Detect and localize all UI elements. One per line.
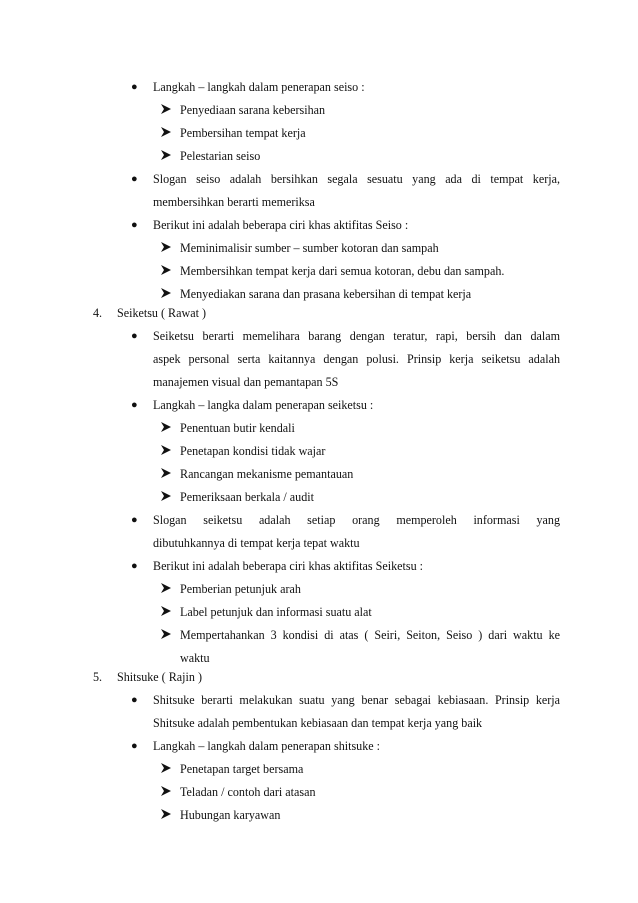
- shitsuke-step-2: Teladan / contoh dari atasan: [180, 785, 316, 799]
- seiketsu-trait-3-line-1: Mempertahankan 3 kondisi di atas ( Seiri, Seiton, Seiso ) dari waktu ke: [180, 628, 560, 642]
- arrow-bullet-icon: [160, 240, 172, 256]
- shitsuke-step-3: Hubungan karyawan: [180, 808, 281, 822]
- seiso-trait-3: Menyediakan sarana dan prasana kebersihan di tempat kerja: [180, 287, 472, 301]
- arrow-bullet-icon: [160, 420, 172, 436]
- seiketsu-traits-title: Berikut ini adalah beberapa ciri khas aktifitas Seiketsu :: [153, 559, 424, 573]
- arrow-bullet-icon: [160, 784, 172, 800]
- seiso-trait-2: Membersihkan tempat kerja dari semua kotoran, debu dan sampah.: [180, 264, 505, 278]
- seiso-trait-1: Meminimalisir sumber – sumber kotoran dan sampah: [180, 241, 439, 255]
- seiketsu-step-4: Pemeriksaan berkala / audit: [180, 490, 314, 504]
- shitsuke-steps-title: Langkah – langkah dalam penerapan shitsuke :: [153, 739, 381, 753]
- seiso-step-3: Pelestarian seiso: [180, 149, 261, 163]
- seiketsu-trait-1: Pemberian petunjuk arah: [180, 582, 301, 596]
- bullet-icon: ●: [131, 81, 138, 93]
- seiketsu-trait-2: Label petunjuk dan informasi suatu alat: [180, 605, 372, 619]
- bullet-icon: ●: [131, 219, 138, 231]
- seiketsu-step-1: Penentuan butir kendali: [180, 421, 295, 435]
- arrow-bullet-icon: [160, 102, 172, 118]
- arrow-bullet-icon: [160, 807, 172, 823]
- seiso-slogan-line-2: membersihkan berarti memeriksa: [153, 195, 315, 209]
- seiketsu-heading: Seiketsu ( Rawat ): [117, 306, 207, 320]
- shitsuke-heading: Shitsuke ( Rajin ): [117, 670, 202, 684]
- arrow-bullet-icon: [160, 125, 172, 141]
- seiso-traits-title: Berikut ini adalah beberapa ciri khas aktifitas Seiso :: [153, 218, 409, 232]
- seiketsu-trait-3-line-2: waktu: [180, 651, 210, 665]
- arrow-bullet-icon: [160, 627, 172, 643]
- arrow-bullet-icon: [160, 148, 172, 164]
- bullet-icon: ●: [131, 330, 138, 342]
- arrow-bullet-icon: [160, 761, 172, 777]
- bullet-icon: ●: [131, 399, 138, 411]
- seiketsu-definition-line-3: manajemen visual dan pemantapan 5S: [153, 375, 339, 389]
- shitsuke-number: 5.: [93, 670, 103, 684]
- arrow-bullet-icon: [160, 489, 172, 505]
- shitsuke-step-1: Penetapan target bersama: [180, 762, 304, 776]
- bullet-icon: ●: [131, 514, 138, 526]
- shitsuke-definition-line-1: Shitsuke berarti melakukan suatu yang benar sebagai kebiasaan. Prinsip kerja: [153, 693, 560, 707]
- arrow-bullet-icon: [160, 443, 172, 459]
- seiketsu-step-2: Penetapan kondisi tidak wajar: [180, 444, 326, 458]
- shitsuke-definition-line-2: Shitsuke adalah pembentukan kebiasaan dan tempat kerja yang baik: [153, 716, 483, 730]
- seiketsu-definition-line-2: aspek personal serta kaitannya dengan polusi. Prinsip kerja seiketsu adalah: [153, 352, 560, 366]
- arrow-bullet-icon: [160, 263, 172, 279]
- seiketsu-definition-line-1: Seiketsu berarti memelihara barang dengan teratur, rapi, bersih dan dalam: [153, 329, 560, 343]
- seiketsu-slogan-line-1: Slogan seiketsu adalah setiap orang memperoleh informasi yang: [153, 513, 560, 527]
- arrow-bullet-icon: [160, 466, 172, 482]
- bullet-icon: ●: [131, 173, 138, 185]
- bullet-icon: ●: [131, 560, 138, 572]
- seiketsu-slogan-line-2: dibutuhkannya di tempat kerja tepat waktu: [153, 536, 360, 550]
- bullet-icon: ●: [131, 694, 138, 706]
- seiso-step-1: Penyediaan sarana kebersihan: [180, 103, 326, 117]
- seiso-steps-title: Langkah – langkah dalam penerapan seiso :: [153, 80, 365, 94]
- seiso-slogan-line-1: Slogan seiso adalah bersihkan segala sesuatu yang ada di tempat kerja,: [153, 172, 560, 186]
- arrow-bullet-icon: [160, 581, 172, 597]
- seiketsu-steps-title: Langkah – langka dalam penerapan seiketsu :: [153, 398, 374, 412]
- arrow-bullet-icon: [160, 286, 172, 302]
- seiketsu-number: 4.: [93, 306, 103, 320]
- seiketsu-step-3: Rancangan mekanisme pemantauan: [180, 467, 354, 481]
- bullet-icon: ●: [131, 740, 138, 752]
- seiso-step-2: Pembersihan tempat kerja: [180, 126, 306, 140]
- arrow-bullet-icon: [160, 604, 172, 620]
